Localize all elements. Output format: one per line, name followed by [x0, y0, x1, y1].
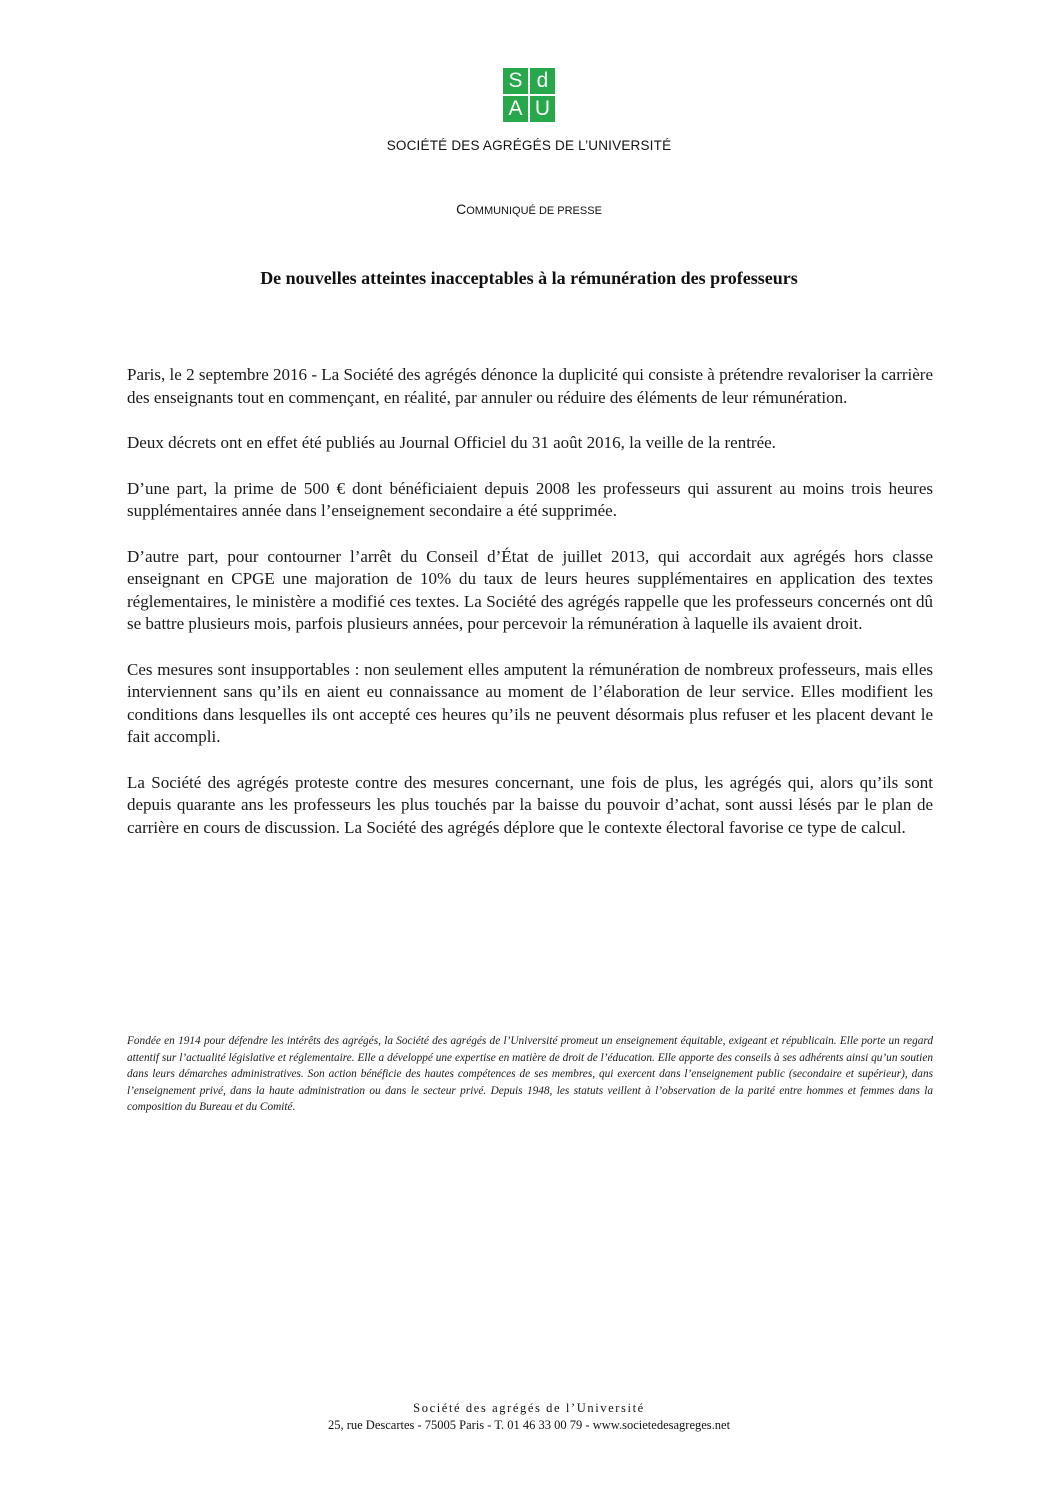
sdau-logo — [503, 68, 555, 122]
press-release-body — [127, 364, 933, 862]
organization-name: SOCIÉTÉ DES AGRÉGÉS DE L’UNIVERSITÉ — [386, 138, 672, 153]
body-paragraph: Paris, le 2 septembre 2016 - La Société des agrégés dénonce la duplicité qui consiste à prétendre revaloriser la carrière des enseignants tout en commençant, en réalité, par annuler ou réduire des éléments de leur rémunération. — [127, 365, 933, 407]
about-society-note: Fondée en 1914 pour défendre les intérêts des agrégés, la Société des agrégés de l’Université promeut un enseignement équitable, exigeant et républicain. Elle porte un regard attentif sur l’actualité législative et réglementaire. Elle a développé une expertise en matière de droit de l’éducation. Elle apporte des conseils à ses adhérents ainsi qu’un soutien dans leurs démarches administratives. Son action bénéficie des hautes compétences de ses membres, qui exercent dans l’enseignement public (secondaire et supérieur), dans l’enseignement privé, dans la haute administration ou dans le secteur privé. Depuis 1948, les statuts veillent à l’observation de la parité entre hommes et femmes dans la composition du Bureau et du Comité. — [127, 1035, 933, 1113]
document-type-initial: C — [456, 201, 467, 217]
logo-letter-s: S — [503, 68, 528, 94]
footer-organization: Société des agrégés de l’Université — [413, 1401, 645, 1415]
footer-address: 25, rue Descartes - 75005 Paris - T. 01 46 33 00 79 - www.societedesagreges.net — [327, 1418, 731, 1432]
logo-letter-d: d — [530, 68, 555, 94]
body-paragraph: Ces mesures sont insupportables : non seulement elles amputent la rémunération de nombreux professeurs, mais elles interviennent sans qu’ils en aient eu connaissance au moment de l’élaboration de leur service. Elles modifient les conditions dans lesquelles ils ont accepté ces heures qu’ils ne peuvent désormais plus refuser et les placent devant le fait accompli. — [127, 659, 933, 746]
logo-letter-u: U — [530, 96, 555, 122]
body-paragraph: D’autre part, pour contourner l’arrêt du Conseil d’État de juillet 2013, qui accordait aux agrégés hors classe enseignant en CPGE une majoration de 10% du taux de leurs heures supplémentaires en application des textes réglementaires, le ministère a modifié ces textes. La Société des agrégés rappelle que les professeurs concernés ont dû se battre plusieurs mois, parfois plusieurs années, pour percevoir la rémunération à laquelle ils avaient droit. — [127, 546, 933, 633]
body-paragraph: Deux décrets ont en effet été publiés au Journal Officiel du 31 août 2016, la veille de la rentrée. — [127, 433, 776, 452]
logo-letter-a: A — [503, 96, 528, 122]
document-type-rest: OMMUNIQUÉ DE PRESSE — [466, 205, 602, 217]
body-paragraph: D’une part, la prime de 500 € dont bénéficiaient depuis 2008 les professeurs qui assurent au moins trois heures supplémentaires année dans l’enseignement secondaire a été supprimée. — [127, 478, 933, 520]
press-release-title: De nouvelles atteintes inacceptables à la rémunération des professeurs — [260, 268, 798, 288]
body-paragraph: La Société des agrégés proteste contre des mesures concernant, une fois de plus, les agrégés qui, alors qu’ils sont depuis quarante ans les professeurs les plus touchés par la baisse du pouvoir d’achat, sont aussi lésés par le plan de carrière en cours de discussion. La Société des agrégés déplore que le contexte électoral favorise ce type de calcul. — [127, 772, 933, 837]
document-type — [0, 201, 1058, 217]
